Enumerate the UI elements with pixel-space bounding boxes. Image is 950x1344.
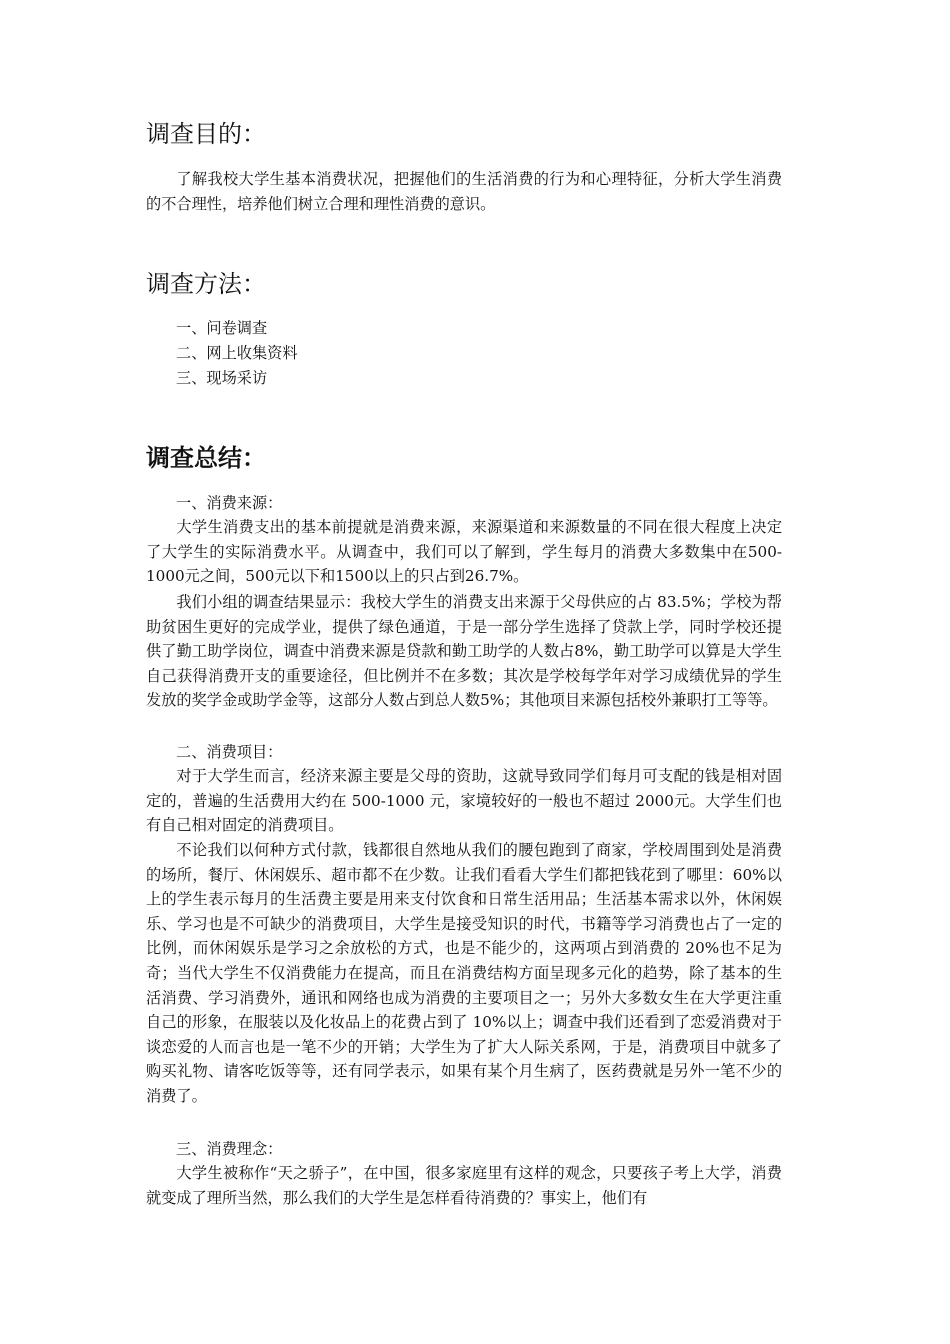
method-item: 三、现场采访 <box>176 369 268 387</box>
items-paragraph-1: 对于大学生而言，经济来源主要是父母的资助，这就导致同学们每月可支配的钱是相对固定的，普遍的生活费用大约在 500-1000 元，家境较好的一般也不超过 2000元。大学生们也有自己相对固定的消费项目。 <box>146 767 782 835</box>
purpose-title: 调查目的： <box>146 120 266 148</box>
source-paragraph-2: 我们小组的调查结果显示：我校大学生的消费支出来源于父母供应的占 83.5%；学校为帮助贫困生更好的完成学业，提供了绿色通道，于是一部分学生选择了贷款上学，同时学校还提供了勤工助学岗位，调查中消费来源是贷款和勤工助学的人数占8%，勤工助学可以算是大学生自己获得消费开支的重要途径，但比例并不在多数；其次是学校每学年对学习成绩优异的学生发放的奖学金或助学金等，这部分人数占到总人数5%；其他项目来源包括校外兼职打工等等。 <box>146 593 782 710</box>
method-title: 调查方法： <box>146 270 266 298</box>
items-heading: 二、消费项目： <box>176 743 283 761</box>
concept-heading: 三、消费理念： <box>176 1140 283 1158</box>
method-item: 一、问卷调查 <box>176 319 268 337</box>
items-paragraph-2: 不论我们以何种方式付款，钱都很自然地从我们的腰包跑到了商家，学校周围到处是消费的场所，餐厅、休闲娱乐、超市都不在少数。让我们看看大学生们都把钱花到了哪里：60%以上的学生表示每月的生活费主要是用来支付饮食和日常生活用品；生活基本需求以外，休闲娱乐、学习也是不可缺少的消费项目，大学生是接受知识的时代，书籍等学习消费也占了一定的比例，而休闲娱乐是学习之余放松的方式，也是不能少的，这两项占到消费的 20%也不足为奇；当代大学生不仅消费能力在提高，而且在消费结构方面呈现多元化的趋势，除了基本的生活消费、学习消费外，通讯和网络也成为消费的主要项目之一；另外大多数女生在大学更注重自己的形象，在服装以及化妆品上的花费占到了 10%以上；调查中我们还看到了恋爱消费对于谈恋爱的人而言也是一笔不少的开销；大学生为了扩大人际关系网，于是，消费项目中就多了购买礼物、请客吃饭等等，还有同学表示，如果有某个月生病了，医药费就是另外一笔不少的消费了。 <box>146 841 782 1105</box>
concept-paragraph-1: 大学生被称作“天之骄子”，在中国，很多家庭里有这样的观念，只要孩子考上大学，消费就变成了理所当然，那么我们的大学生是怎样看待消费的？事实上，他们有 <box>146 1164 782 1207</box>
method-item: 二、网上收集资料 <box>176 344 298 362</box>
purpose-paragraph: 了解我校大学生基本消费状况，把握他们的生活消费的行为和心理特征，分析大学生消费的不合理性，培养他们树立合理和理性消费的意识。 <box>146 170 782 213</box>
source-heading: 一、消费来源： <box>176 494 283 512</box>
source-paragraph-1: 大学生消费支出的基本前提就是消费来源，来源渠道和来源数量的不同在很大程度上决定了大学生的实际消费水平。从调查中，我们可以了解到，学生每月的消费大多数集中在500-1000元之间，500元以下和1500以上的只占到26.7%。 <box>146 518 782 586</box>
summary-title: 调查总结： <box>146 443 266 472</box>
